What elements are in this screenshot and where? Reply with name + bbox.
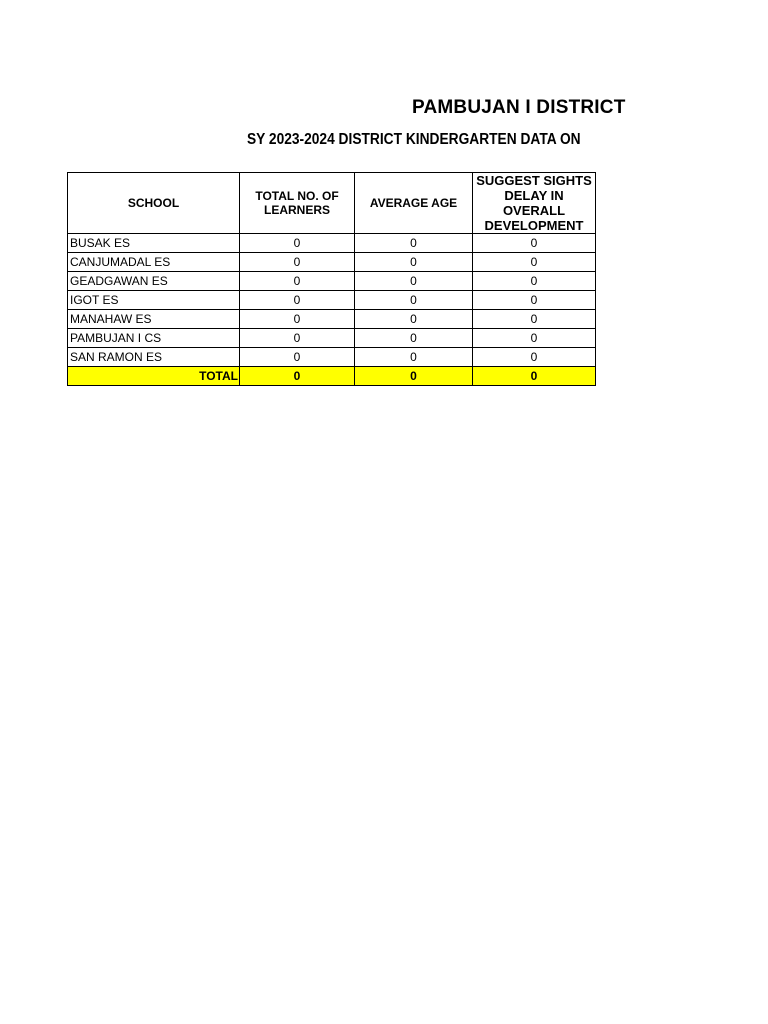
header-average-age: AVERAGE AGE [355,173,473,234]
cell-school: SAN RAMON ES [68,348,240,367]
total-row [68,367,596,386]
total-delay: 0 [473,367,596,386]
cell-school: IGOT ES [68,291,240,310]
cell-delay: 0 [473,291,596,310]
cell-delay: 0 [473,310,596,329]
header-school: SCHOOL [68,173,240,234]
cell-delay: 0 [473,329,596,348]
print-area [0,0,626,400]
cell-delay: 0 [473,348,596,367]
cell-delay: 0 [473,272,596,291]
cell-learners: 0 [240,291,355,310]
table-row [68,272,596,291]
table-row [68,291,596,310]
table-row [68,329,596,348]
cell-learners: 0 [240,272,355,291]
header-total-learners: TOTAL NO. OF LEARNERS [240,173,355,234]
cell-delay: 0 [473,234,596,253]
cell-school: GEADGAWAN ES [68,272,240,291]
cell-average-age: 0 [355,272,473,291]
kindergarten-data-table [67,172,596,386]
page-subtitle: SY 2023-2024 DISTRICT KINDERGARTEN DATA ON [247,131,581,148]
cell-learners: 0 [240,348,355,367]
page-title: PAMBUJAN I DISTRICT [412,97,626,118]
total-average-age: 0 [355,367,473,386]
cell-school: MANAHAW ES [68,310,240,329]
cell-school: CANJUMADAL ES [68,253,240,272]
cell-average-age: 0 [355,310,473,329]
total-label: TOTAL [68,367,240,386]
cell-learners: 0 [240,234,355,253]
cell-learners: 0 [240,253,355,272]
cell-average-age: 0 [355,329,473,348]
cell-school: PAMBUJAN I CS [68,329,240,348]
header-development-delay: SUGGEST SIGHTS DELAY IN OVERALL DEVELOPMENT [473,173,596,234]
cell-average-age: 0 [355,253,473,272]
cell-average-age: 0 [355,234,473,253]
cell-learners: 0 [240,329,355,348]
table-row [68,253,596,272]
table-row [68,348,596,367]
cell-school: BUSAK ES [68,234,240,253]
cell-delay: 0 [473,253,596,272]
total-learners: 0 [240,367,355,386]
table-row [68,234,596,253]
table-header-row [68,173,596,234]
cell-learners: 0 [240,310,355,329]
table-row [68,310,596,329]
cell-average-age: 0 [355,291,473,310]
cell-average-age: 0 [355,348,473,367]
